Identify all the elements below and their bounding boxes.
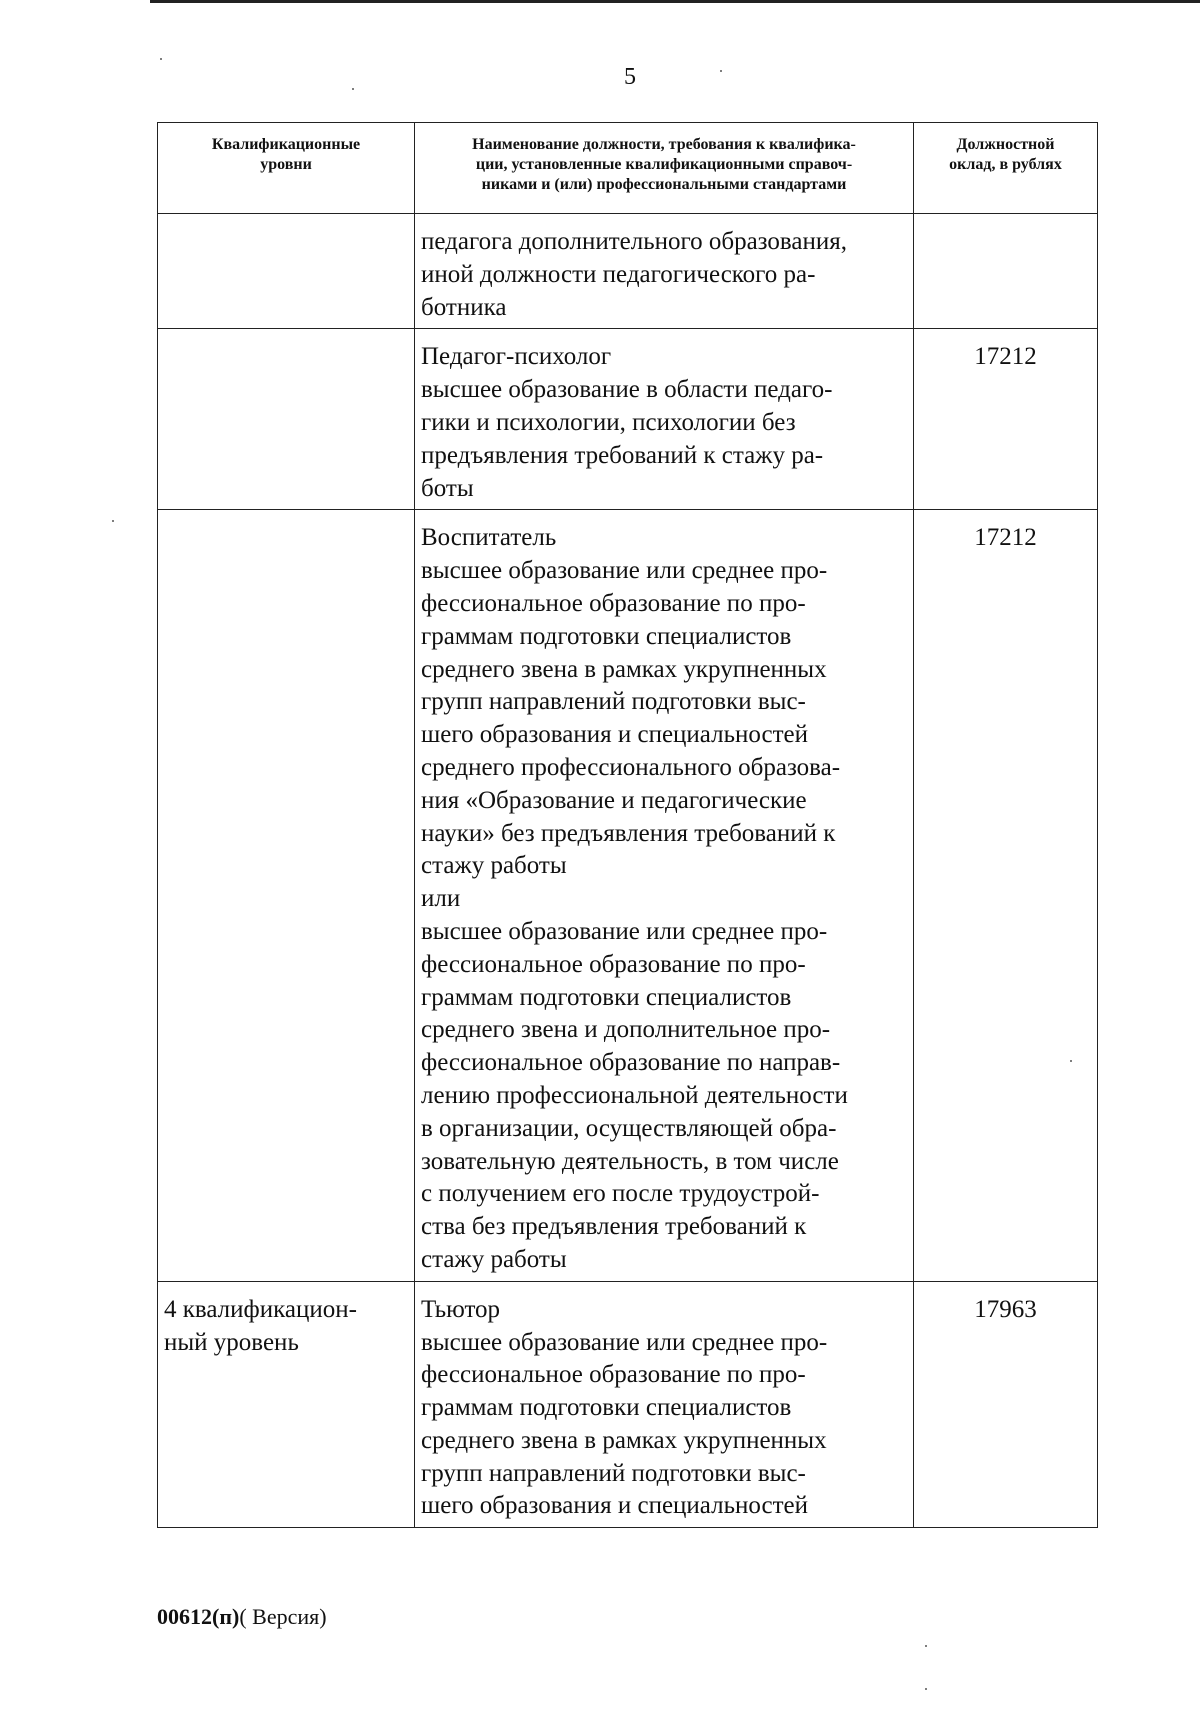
description-text-line: групп направлений подготовки выс-	[421, 688, 806, 716]
qualification-level-cell	[158, 214, 415, 329]
table-header-row	[158, 123, 1098, 214]
description-text-line: предъявления требований к стажу ра-	[421, 441, 824, 469]
salary-cell	[914, 510, 1098, 1281]
scan-speck	[720, 70, 722, 72]
description-text-line: высшее образование или среднее про-	[421, 557, 828, 585]
header-position-requirements: Наименование должности, требования к квалифика- ции, установленные квалификационными справоч- никами и (или) профессиональными стандартами	[415, 123, 914, 214]
description-text-line: в организации, осуществляющей обра-	[421, 1114, 837, 1142]
scan-speck	[352, 88, 354, 90]
description-text-line: боты	[421, 474, 474, 502]
document-code-number: 00612(п)	[157, 1604, 240, 1629]
description-text-line: стажу работы	[421, 852, 567, 880]
position-description-cell	[415, 329, 914, 510]
description-text-line: высшее образование или среднее про-	[421, 917, 828, 945]
top-edge-rule	[150, 0, 1200, 3]
header-salary: Должностной оклад, в рублях	[914, 123, 1098, 214]
scan-speck	[925, 1645, 927, 1647]
description-text-line: ства без предъявления требований к	[421, 1213, 807, 1241]
description-text-line: гики и психологии, психологии без	[421, 408, 796, 436]
description-text-line: высшее образование или среднее про-	[421, 1328, 828, 1356]
scan-speck	[160, 58, 162, 60]
description-text-line: зовательную деятельность, в том числе	[421, 1147, 839, 1175]
position-description-cell	[415, 1281, 914, 1528]
description-text-line: Тьютор	[421, 1295, 501, 1323]
document-version-label: ( Версия)	[239, 1604, 327, 1629]
qualification-level-cell	[158, 510, 415, 1281]
header-qualification-levels: Квалификационные уровни	[158, 123, 415, 214]
qualification-table	[157, 122, 1098, 1528]
scan-speck	[925, 1688, 927, 1690]
description-text-line: иной должности педагогического ра-	[421, 260, 816, 288]
description-text-line: Педагог-психолог	[421, 343, 612, 371]
description-text-line: среднего звена в рамках укрупненных	[421, 1426, 827, 1454]
description-text-line: среднего звена в рамках укрупненных	[421, 655, 827, 683]
description-text-line: Воспитатель	[421, 524, 557, 552]
salary-cell	[914, 329, 1098, 510]
document-code	[157, 1604, 327, 1630]
description-text-line: педагога дополнительного образования,	[421, 228, 847, 255]
description-text-line: граммам подготовки специалистов	[421, 1394, 792, 1422]
salary-value: 17963	[974, 1295, 1037, 1323]
description-text-line: фессиональное образование по про-	[421, 1361, 806, 1389]
description-text-line: шего образования и специальностей	[421, 721, 808, 749]
salary-value: 17212	[974, 343, 1037, 371]
description-text-line: лению профессиональной деятельности	[421, 1081, 848, 1109]
qualification-level-cell	[158, 1281, 415, 1528]
table-row	[158, 510, 1098, 1281]
table-row	[158, 214, 1098, 329]
salary-cell	[914, 1281, 1098, 1528]
description-text-line: стажу работы	[421, 1245, 567, 1273]
level-text-line: ный уровень	[164, 1328, 299, 1356]
position-description-cell	[415, 214, 914, 329]
table-body	[158, 214, 1098, 1528]
description-text-line: или	[421, 885, 461, 913]
scan-speck	[112, 520, 114, 522]
scan-speck	[1070, 1060, 1072, 1062]
description-text-line: граммам подготовки специалистов	[421, 983, 792, 1011]
description-text-line: науки» без предъявления требований к	[421, 819, 836, 847]
level-text-line: 4 квалификацион-	[164, 1295, 357, 1323]
salary-value: 17212	[974, 524, 1037, 552]
table-row	[158, 1281, 1098, 1528]
description-text-line: среднего звена и дополнительное про-	[421, 1016, 831, 1044]
description-text-line: фессиональное образование по направ-	[421, 1049, 841, 1077]
description-text-line: среднего профессионального образова-	[421, 753, 841, 781]
description-text-line: граммам подготовки специалистов	[421, 622, 792, 650]
description-text-line: фессиональное образование по про-	[421, 950, 806, 978]
description-text-line: высшее образование в области педаго-	[421, 376, 833, 404]
table-row	[158, 329, 1098, 510]
description-text-line: шего образования и специальностей	[421, 1492, 808, 1520]
qualification-level-cell	[158, 329, 415, 510]
description-text-line: с получением его после трудоустрой-	[421, 1180, 820, 1208]
salary-cell	[914, 214, 1098, 329]
description-text-line: ния «Образование и педагогические	[421, 786, 807, 814]
description-text-line: фессиональное образование по про-	[421, 589, 806, 617]
page-number: 5	[624, 64, 636, 90]
description-text-line: ботника	[421, 293, 507, 321]
description-text-line: групп направлений подготовки выс-	[421, 1459, 806, 1487]
position-description-cell	[415, 510, 914, 1281]
